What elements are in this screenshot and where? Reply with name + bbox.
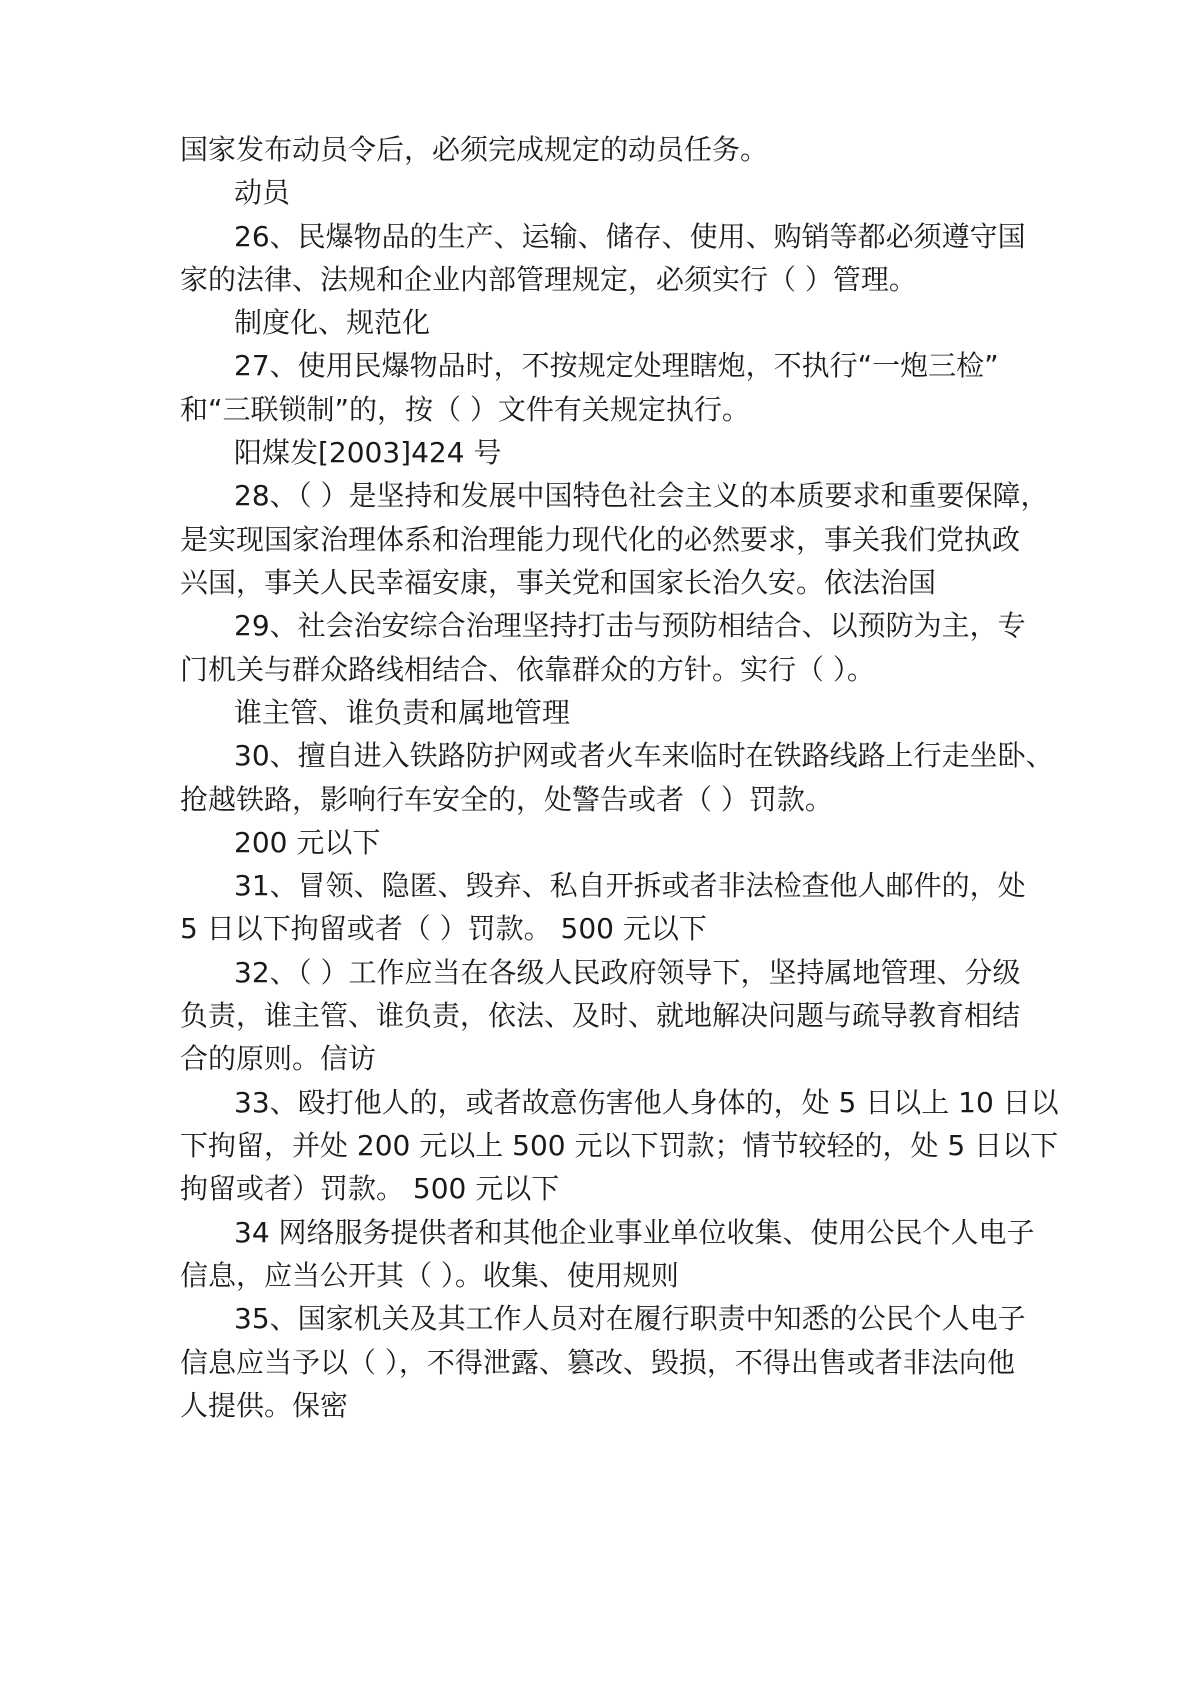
text-line: 家的法律、法规和企业内部管理规定，必须实行（ ）管理。: [180, 263, 917, 296]
text-line: 是实现国家治理体系和治理能力现代化的必然要求，事关我们党执政: [180, 523, 1021, 556]
text-line: 合的原则。信访: [180, 1042, 377, 1075]
text-line: 信息，应当公开其（ ）。收集、使用规则: [180, 1259, 679, 1292]
text-line: 国家发布动员令后，必须完成规定的动员任务。: [180, 133, 769, 166]
answer-line: 动员: [234, 176, 291, 209]
answer-line: 阳煤发[2003]424 号: [234, 436, 502, 469]
question-line: 28、（ ）是坚持和发展中国特色社会主义的本质要求和重要保障，: [234, 479, 1049, 512]
answer-line: 制度化、规范化: [234, 306, 431, 339]
question-line: 35、国家机关及其工作人员对在履行职责中知悉的公民个人电子: [234, 1302, 1026, 1335]
text-line: 抢越铁路，影响行车安全的，处警告或者（ ）罚款。: [180, 783, 833, 816]
question-line: 30、擅自进入铁路防护网或者火车来临时在铁路线路上行走坐卧、: [234, 739, 1054, 772]
question-line: 29、社会治安综合治理坚持打击与预防相结合、以预防为主，专: [234, 609, 1026, 642]
question-line: 27、使用民爆物品时，不按规定处理瞎炮，不执行“一炮三检”: [234, 349, 999, 382]
text-line: 门机关与群众路线相结合、依靠群众的方针。实行（ ）。: [180, 653, 875, 686]
text-line: 信息应当予以（ ），不得泄露、篡改、毁损，不得出售或者非法向他: [180, 1346, 1015, 1379]
text-line: 负责，谁主管、谁负责，依法、及时、就地解决问题与疏导教育相结: [180, 999, 1021, 1032]
question-line: 34 网络服务提供者和其他企业事业单位收集、使用公民个人电子: [234, 1216, 1035, 1249]
text-line: 拘留或者）罚款。 500 元以下: [180, 1172, 560, 1205]
question-line: 33、殴打他人的，或者故意伤害他人身体的，处 5 日以上 10 日以: [234, 1086, 1059, 1119]
answer-line: 谁主管、谁负责和属地管理: [234, 696, 571, 729]
question-line: 31、冒领、隐匿、毁弃、私自开拆或者非法检查他人邮件的，处: [234, 869, 1026, 902]
text-line: 人提供。保密: [180, 1389, 349, 1422]
answer-line: 200 元以下: [234, 826, 381, 859]
text-line: 和“三联锁制”的，按（ ）文件有关规定执行。: [180, 393, 750, 426]
question-line: 26、民爆物品的生产、运输、储存、使用、购销等都必须遵守国: [234, 220, 1026, 253]
question-line: 32、（ ）工作应当在各级人民政府领导下，坚持属地管理、分级: [234, 956, 1021, 989]
text-line: 兴国，事关人民幸福安康，事关党和国家长治久安。依法治国: [180, 566, 937, 599]
text-line: 下拘留，并处 200 元以上 500 元以下罚款；情节较轻的，处 5 日以下: [180, 1129, 1059, 1162]
text-line: 5 日以下拘留或者（ ）罚款。 500 元以下: [180, 912, 707, 945]
